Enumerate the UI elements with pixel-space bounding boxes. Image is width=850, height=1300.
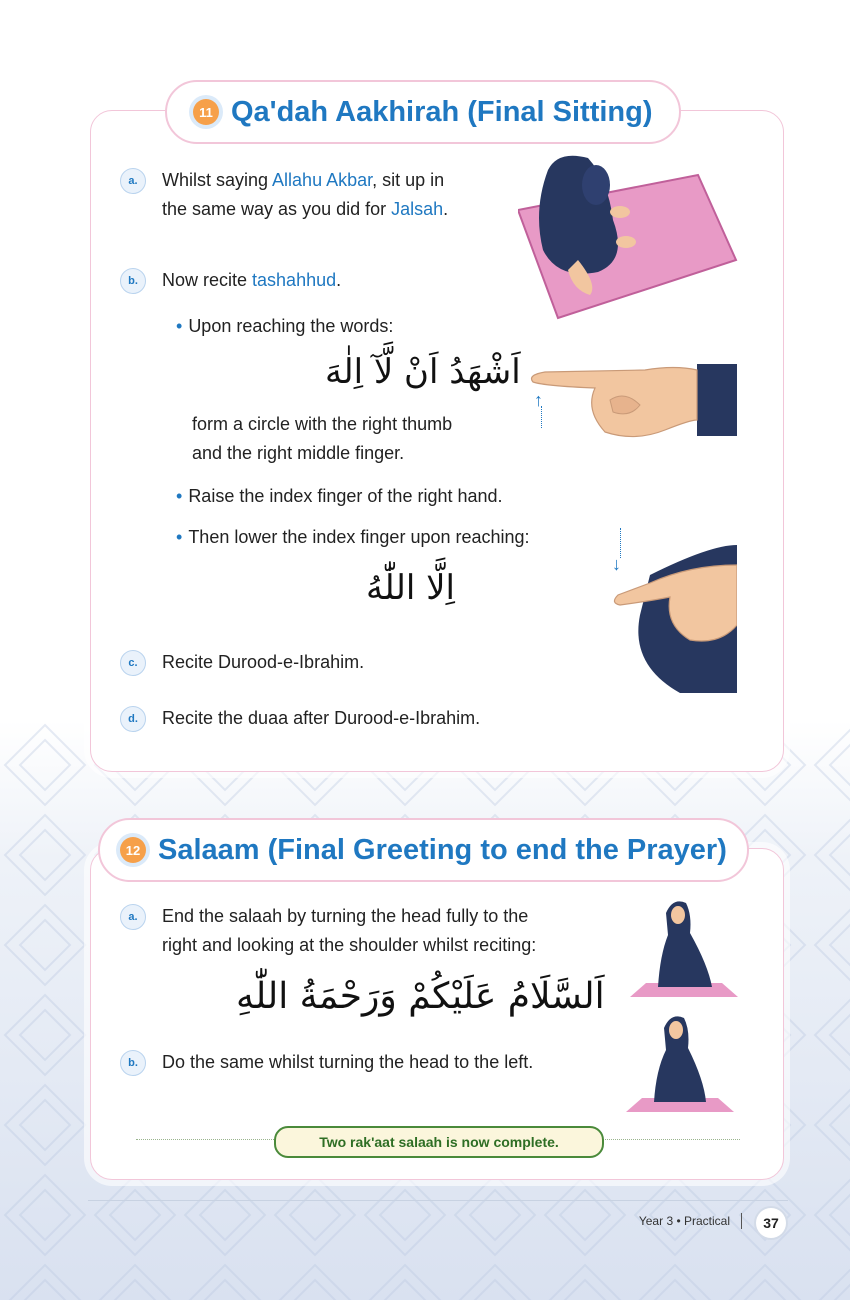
sitting-figure-illustration <box>518 150 738 320</box>
bullet-raise-finger: • Raise the index finger of the right hand. <box>176 482 503 511</box>
section-title: Salaam (Final Greeting to end the Prayer) <box>158 833 727 866</box>
salaam-step-a-text: End the salaah by turning the head fully to the right and looking at the shoulder whilst reciting: <box>162 906 537 955</box>
step-b-text: Now recite tashahhud. <box>162 270 342 290</box>
up-arrow-icon: ↑ <box>534 390 543 410</box>
arabic-ashhadu: اَشْهَدُ اَنْ لَّآ اِلٰهَ <box>325 352 521 392</box>
footer-separator <box>741 1213 742 1229</box>
arabic-illallah: اِلَّا اللّٰهُ <box>366 568 455 608</box>
step-badge-d: d. <box>120 706 146 732</box>
section-11-title <box>165 80 681 144</box>
step-badge-c: c. <box>120 650 146 676</box>
bullet-lower-finger: • Then lower the index finger upon reaching: <box>176 523 530 552</box>
section-number-badge: 12 <box>120 837 146 863</box>
step-badge-b: b. <box>120 1050 146 1076</box>
page-number: 37 <box>756 1208 786 1238</box>
salaam-left-illustration <box>624 1010 736 1115</box>
arabic-salaam: اَلسَّلَامُ عَلَيْكُمْ وَرَحْمَةُ اللّٰهِ <box>236 976 605 1017</box>
step-c-text: Recite Durood-e-Ibrahim. <box>162 652 365 672</box>
divider-right <box>600 1139 740 1140</box>
circle-instruction: form a circle with the right thumb and the right middle finger. <box>192 414 453 463</box>
up-arrow-stem <box>541 406 542 428</box>
completion-banner: Two rak'aat salaah is now complete. <box>274 1126 604 1158</box>
footer-text: Year 3 • Practical <box>638 1214 730 1228</box>
section-title: Qa'dah Aakhirah (Final Sitting) <box>231 95 653 128</box>
lowered-finger-illustration <box>610 545 737 693</box>
pointing-hand-illustration <box>525 360 737 440</box>
footer-divider <box>88 1200 788 1201</box>
salaam-step-b-text: Do the same whilst turning the head to the left. <box>162 1052 534 1072</box>
bullet-upon-reaching: • Upon reaching the words: <box>176 312 393 341</box>
salaam-right-illustration <box>628 895 740 1000</box>
step-badge-a: a. <box>120 168 146 194</box>
step-a-text: Whilst saying Allahu Akbar, sit up in the same way as you did for Jalsah. <box>162 170 449 219</box>
down-arrow-icon: ↓ <box>612 554 621 574</box>
section-number-badge: 11 <box>193 99 219 125</box>
divider-left <box>136 1139 274 1140</box>
section-12-title <box>98 818 749 882</box>
step-badge-b: b. <box>120 268 146 294</box>
step-d-text: Recite the duaa after Durood-e-Ibrahim. <box>162 708 481 728</box>
step-badge-a: a. <box>120 904 146 930</box>
